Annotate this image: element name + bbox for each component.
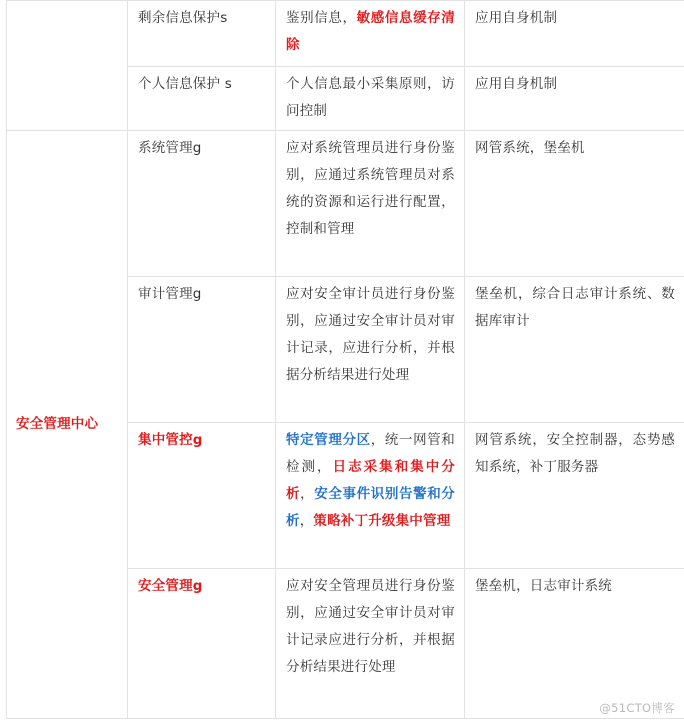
item-label: 审计管理g: [138, 286, 202, 302]
item-label: 集中管控g: [138, 432, 203, 448]
req-seg-highlight: 策略补丁升级集中管理: [313, 513, 451, 529]
item-cell: [128, 67, 276, 131]
req-seg-highlight: 安全事件识别告警和分析: [286, 486, 456, 529]
item-cell: [128, 277, 276, 423]
requirement-cell: [276, 569, 465, 719]
item-cell: [128, 423, 276, 569]
req-seg: 鉴别信息，: [286, 10, 357, 26]
section-cell-empty: [7, 1, 128, 131]
solution-cell: [465, 569, 684, 719]
solution-text: 堡垒机，日志审计系统: [475, 578, 612, 594]
req-seg-highlight: 特定管理分区: [286, 432, 371, 448]
item-label: 个人信息保护 s: [138, 76, 232, 92]
item-label: 安全管理g: [138, 578, 203, 594]
item-cell: [128, 131, 276, 277]
solution-cell: [465, 67, 684, 131]
solution-cell: [465, 277, 684, 423]
requirement-cell: [276, 1, 465, 67]
req-seg: 应对安全审计员进行身份鉴别，应通过安全审计员对审计记录，应进行分析，并根据分析结果进行处理: [286, 286, 455, 383]
table-row: [7, 131, 684, 277]
solution-cell: [465, 423, 684, 569]
requirement-cell: [276, 131, 465, 277]
req-seg: 应对系统管理员进行身份鉴别，应通过系统管理员对系统的资源和运行进行配置，控制和管理: [286, 140, 455, 237]
item-label: 系统管理g: [138, 140, 202, 156]
solution-text: 堡垒机，综合日志审计系统、数据库审计: [475, 286, 675, 329]
requirement-cell: [276, 277, 465, 423]
solution-text: 网管系统，堡垒机: [475, 140, 585, 156]
solution-cell: [465, 1, 684, 67]
req-seg: 应对安全管理员进行身份鉴别，应通过安全审计员对审计记录应进行分析，并根据分析结果进行处理: [286, 578, 455, 675]
requirement-cell: [276, 67, 465, 131]
req-seg: ，: [299, 513, 314, 529]
req-seg-highlight: 敏感信息缓存清除: [286, 10, 455, 53]
section-label-cell: [7, 131, 128, 719]
item-cell: [128, 1, 276, 67]
item-cell: [128, 569, 276, 719]
section-label: 安全管理中心: [16, 416, 99, 432]
item-label: 剩余信息保护s: [138, 10, 228, 26]
req-seg-highlight: 日志采集和集中分析: [286, 459, 455, 502]
watermark: @51CTO博客: [599, 701, 675, 715]
solution-text: 应用自身机制: [475, 10, 558, 26]
solution-cell: [465, 131, 684, 277]
req-seg: ，统一网管和检测，: [286, 432, 456, 475]
security-requirements-table: [6, 0, 684, 719]
solution-text: 网管系统，安全控制器，态势感知系统，补丁服务器: [475, 432, 675, 475]
requirement-cell: [276, 423, 465, 569]
table-row: [7, 1, 684, 67]
solution-text: 应用自身机制: [475, 76, 558, 92]
req-seg: ，: [300, 486, 315, 502]
req-seg: 个人信息最小采集原则，访问控制: [286, 76, 455, 119]
